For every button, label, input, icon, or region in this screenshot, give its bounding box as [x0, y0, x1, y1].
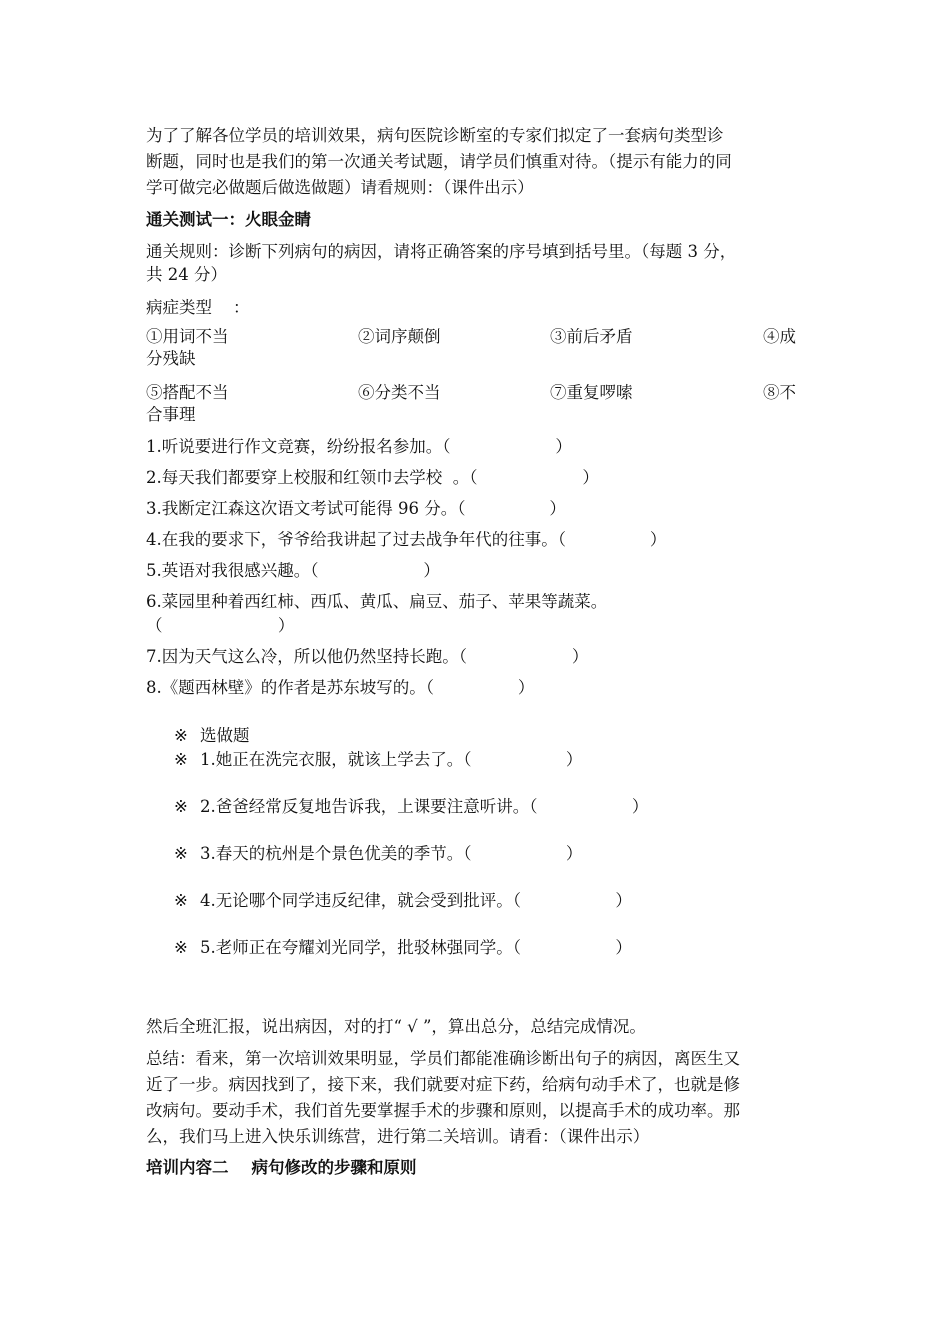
summary-line-2: 近了一步。病因找到了，接下来，我们就要对症下药，给病句动手术了，也就是修 [146, 1075, 740, 1094]
reference-mark-icon: ※ [174, 938, 188, 957]
question-5: 5.英语对我很感兴趣。（ ） [146, 561, 440, 580]
optional-item-3 [174, 842, 582, 866]
reference-mark-icon: ※ [174, 750, 188, 769]
question-2: 2.每天我们都要穿上校服和红领巾去学校 。（ ） [146, 468, 599, 487]
optional-item-4 [174, 889, 632, 913]
type-option-8: ⑧不 [763, 383, 796, 402]
question-8: 8.《题西林壁》的作者是苏东坡写的。（ ） [146, 678, 535, 697]
type-option-7: ⑦重复啰嗦 [550, 383, 633, 402]
rule-line-2: 共 24 分） [146, 265, 227, 284]
optional-item-5 [174, 936, 632, 960]
type-option-3: ③前后矛盾 [550, 327, 633, 346]
question-7: 7.因为天气这么冷，所以他仍然坚持长跑。（ ） [146, 647, 589, 666]
question-6: 6.菜园里种着西红柿、西瓜、黄瓜、扁豆、茄子、苹果等蔬菜。 [146, 592, 608, 611]
question-6-bracket: （ ） [146, 616, 295, 635]
reference-mark-icon: ※ [174, 726, 188, 745]
type-option-4-cont: 分残缺 [146, 349, 196, 368]
rule-line-1: 通关规则：诊断下列病句的病因，请将正确答案的序号填到括号里。（每题 3 分， [146, 242, 737, 261]
question-1: 1.听说要进行作文竞赛，纷纷报名参加。（ ） [146, 437, 572, 456]
type-option-8-cont: 合事理 [146, 405, 196, 424]
question-4: 4.在我的要求下，爷爷给我讲起了过去战争年代的往事。（ ） [146, 530, 667, 549]
type-option-6: ⑥分类不当 [358, 383, 441, 402]
type-option-1: ①用词不当 [146, 327, 229, 346]
reference-mark-icon: ※ [174, 797, 188, 816]
type-option-2: ②词序颠倒 [358, 327, 441, 346]
report-line: 然后全班汇报，说出病因，对的打“ √ ”，算出总分，总结完成情况。 [146, 1017, 646, 1036]
optional-item-text: 2.爸爸经常反复地告诉我，上课要注意听讲。（ ） [200, 797, 649, 816]
reference-mark-icon: ※ [174, 844, 188, 863]
optional-item-text: 1.她正在洗完衣服，就该上学去了。（ ） [200, 750, 583, 769]
intro-line-1: 为了了解各位学员的培训效果，病句医院诊断室的专家们拟定了一套病句类型诊 [146, 126, 724, 145]
type-option-5: ⑤搭配不当 [146, 383, 229, 402]
optional-item-text: 5.老师正在夸耀刘光同学，批驳林强同学。（ ） [200, 938, 632, 957]
test1-heading: 通关测试一：火眼金睛 [146, 210, 311, 229]
optional-item-2 [174, 795, 648, 819]
summary-line-4: 么，我们马上进入快乐训练营，进行第二关培训。请看：（课件出示） [146, 1127, 650, 1146]
optional-heading [174, 724, 250, 748]
optional-heading-label: 选做题 [200, 726, 250, 745]
section2-heading: 培训内容二 病句修改的步骤和原则 [146, 1158, 417, 1177]
optional-item-1 [174, 748, 582, 772]
types-label: 病症类型 ： [146, 298, 250, 317]
summary-line-1: 总结：看来，第一次培训效果明显，学员们都能准确诊断出句子的病因，离医生又 [146, 1049, 740, 1068]
intro-line-3: 学可做完必做题后做选做题）请看规则：（课件出示） [146, 178, 534, 197]
types-row-1 [146, 323, 811, 347]
optional-item-text: 4.无论哪个同学违反纪律，就会受到批评。（ ） [200, 891, 632, 910]
type-option-4: ④成 [763, 327, 796, 346]
summary-line-3: 改病句。要动手术，我们首先要掌握手术的步骤和原则，以提高手术的成功率。那 [146, 1101, 740, 1120]
question-3: 3.我断定江森这次语文考试可能得 96 分。（ ） [146, 499, 566, 518]
optional-item-text: 3.春天的杭州是个景色优美的季节。（ ） [200, 844, 583, 863]
types-row-2 [146, 379, 811, 403]
reference-mark-icon: ※ [174, 891, 188, 910]
intro-line-2: 断题，同时也是我们的第一次通关考试题，请学员们慎重对待。（提示有能力的同 [146, 152, 732, 171]
